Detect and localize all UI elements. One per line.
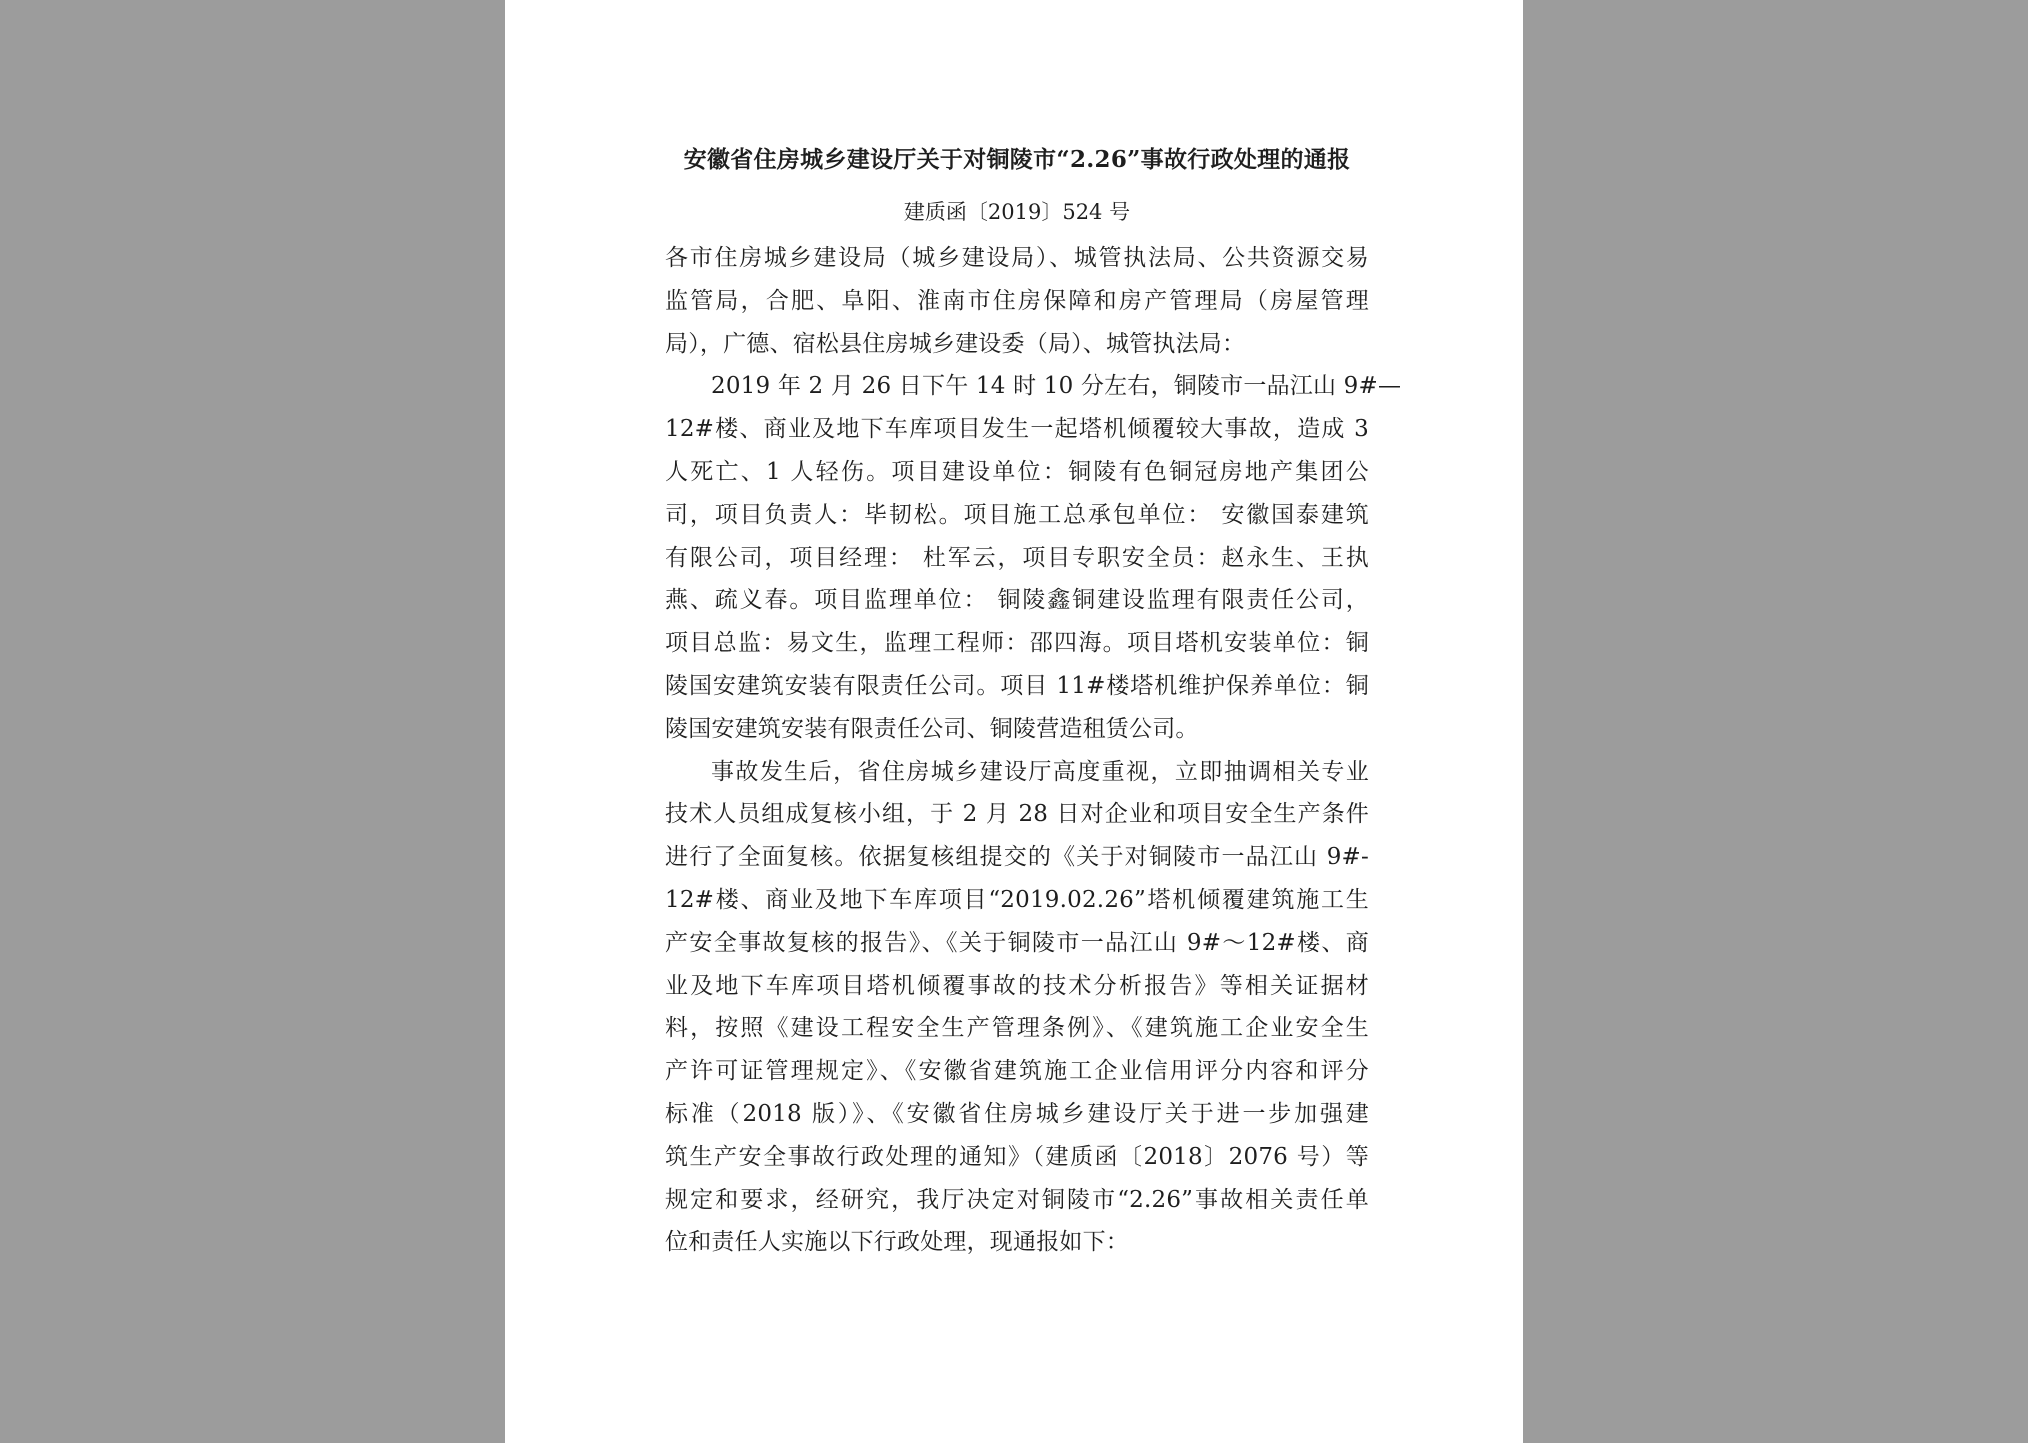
text-line: 标准（2018 版）》、《安徽省住房城乡建设厅关于进一步加强建: [665, 1100, 1369, 1127]
paragraph-handling: [665, 751, 1369, 1265]
text-line: 进行了全面复核。依据复核组提交的《关于对铜陵市一品江山 9#-: [665, 844, 1369, 871]
text-line: 2019 年 2 月 26 日下午 14 时 10 分左右，铜陵市一品江山 9#—: [711, 373, 1402, 400]
document-title: 安徽省住房城乡建设厅关于对铜陵市“2.26”事故行政处理的通报: [683, 146, 1351, 173]
text-line: 规定和要求，经研究，我厅决定对铜陵市“2.26”事故相关责任单: [665, 1186, 1369, 1213]
text-line: 有限公司，项目经理： 杜军云，项目专职安全员：赵永生、王执: [665, 544, 1369, 571]
text-line: 项目总监：易文生，监理工程师：邵四海。项目塔机安装单位：铜: [665, 630, 1369, 657]
text-line: 技术人员组成复核小组，于 2 月 28 日对企业和项目安全生产条件: [665, 801, 1369, 828]
paragraph-addressees: [665, 237, 1369, 365]
text-line: 人死亡、1 人轻伤。项目建设单位：铜陵有色铜冠房地产集团公: [665, 458, 1369, 485]
text-line: 燕、疏义春。项目监理单位： 铜陵鑫铜建设监理有限责任公司，: [665, 587, 1369, 614]
text-line: 产安全事故复核的报告》、《关于铜陵市一品江山 9#～12#楼、商: [665, 929, 1369, 956]
text-line: 料，按照《建设工程安全生产管理条例》、《建筑施工企业安全生: [665, 1015, 1369, 1042]
text-line: 监管局，合肥、阜阳、淮南市住房保障和房产管理局（房屋管理: [665, 287, 1369, 314]
text-line: 局），广德、宿松县住房城乡建设委（局）、城管执法局：: [665, 330, 1246, 357]
document-page: [505, 0, 1523, 1443]
text-line: 12#楼、商业及地下车库项目发生一起塔机倾覆较大事故，造成 3: [665, 416, 1369, 443]
text-line: 产许可证管理规定》、《安徽省建筑施工企业信用评分内容和评分: [665, 1058, 1369, 1085]
document-content: [665, 135, 1402, 1264]
paragraph-incident: [665, 365, 1402, 750]
text-line: 业及地下车库项目塔机倾覆事故的技术分析报告》等相关证据材: [665, 972, 1369, 999]
text-line: 筑生产安全事故行政处理的通知》（建质函〔2018〕2076 号）等: [665, 1143, 1369, 1170]
text-line: 12#楼、商业及地下车库项目“2019.02.26”塔机倾覆建筑施工生: [665, 886, 1369, 913]
document-number: 建质函〔2019〕524 号: [903, 200, 1131, 224]
text-line: 位和责任人实施以下行政处理，现通报如下：: [665, 1229, 1129, 1256]
text-line: 各市住房城乡建设局（城乡建设局）、城管执法局、公共资源交易: [665, 245, 1369, 271]
text-line: 陵国安建筑安装有限责任公司、铜陵营造租赁公司。: [665, 715, 1199, 742]
text-line: 陵国安建筑安装有限责任公司。项目 11#楼塔机维护保养单位：铜: [665, 672, 1369, 699]
text-line: 事故发生后，省住房城乡建设厅高度重视，立即抽调相关专业: [711, 758, 1369, 785]
text-line: 司，项目负责人：毕韧松。项目施工总承包单位： 安徽国泰建筑: [665, 501, 1369, 528]
